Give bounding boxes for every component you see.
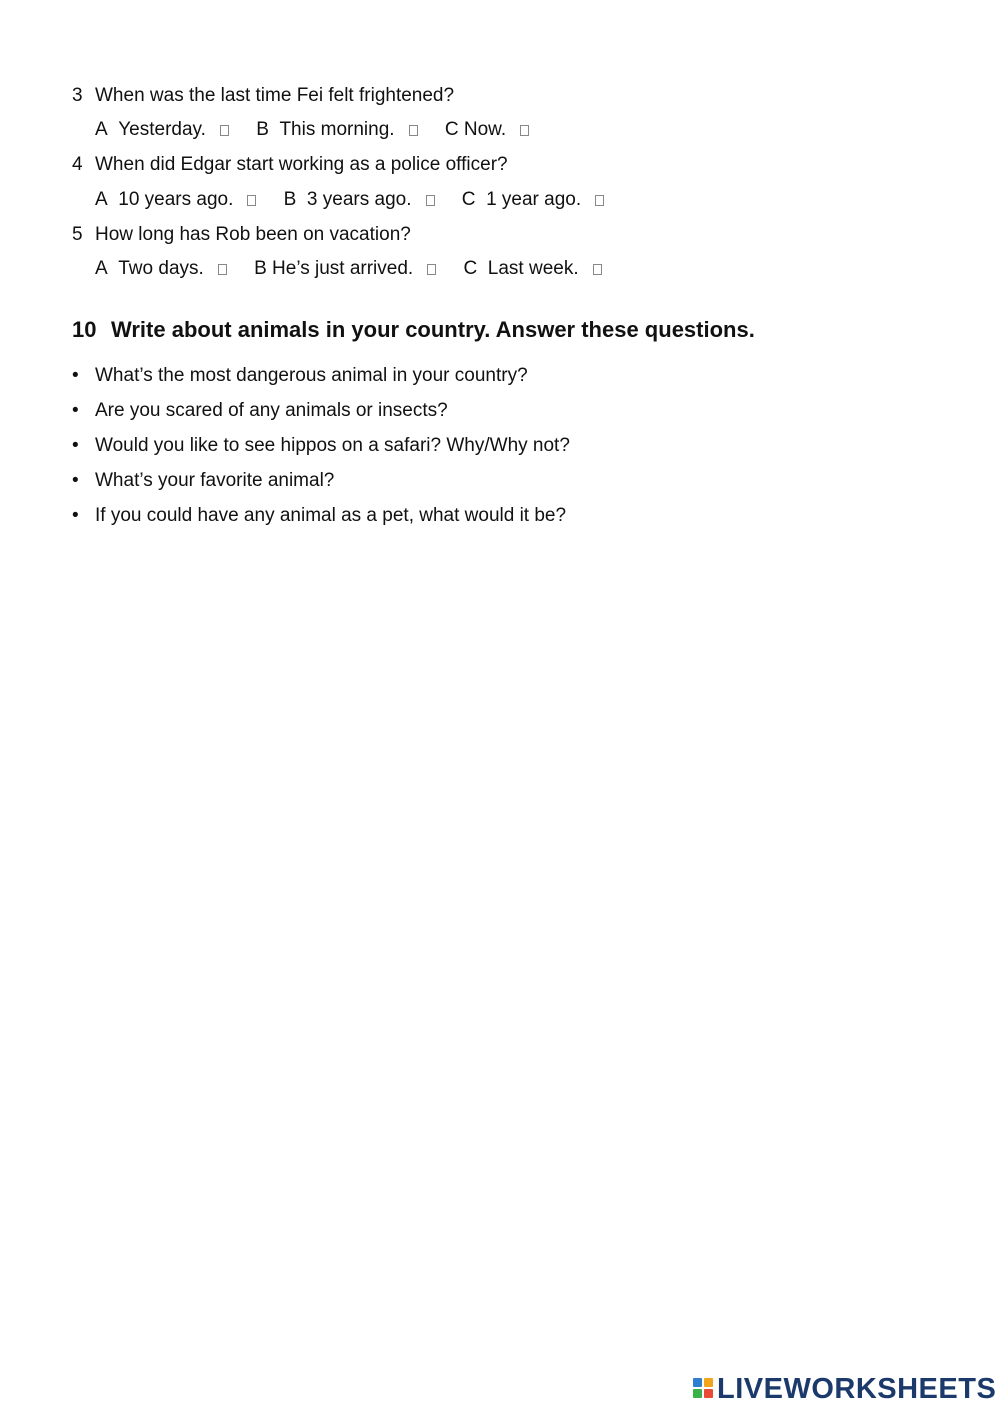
list-item — [72, 469, 334, 493]
option-text: This morning. — [279, 119, 395, 140]
option-b-checkbox[interactable] — [409, 125, 418, 136]
question-text: When did Edgar start working as a police officer? — [95, 154, 508, 175]
option-b — [284, 188, 412, 212]
section-title: Write about animals in your country. Answer these questions. — [111, 317, 755, 342]
logo-blocks-icon — [693, 1378, 715, 1400]
question-5-options — [95, 257, 602, 281]
list-item — [72, 399, 448, 423]
option-b-checkbox[interactable] — [426, 195, 435, 206]
list-item-text: If you could have any animal as a pet, what would it be? — [95, 505, 567, 526]
option-c — [445, 118, 506, 142]
question-4 — [72, 153, 508, 177]
question-text: How long has Rob been on vacation? — [95, 224, 411, 245]
option-text: He’s just arrived. — [272, 258, 414, 279]
option-letter: C — [463, 258, 478, 279]
option-letter: A — [95, 119, 108, 140]
option-a — [95, 188, 233, 212]
option-b — [256, 118, 394, 142]
option-text: Yesterday. — [118, 119, 206, 140]
option-text: Now. — [463, 119, 507, 140]
option-letter: A — [95, 258, 108, 279]
section-number: 10 — [72, 317, 97, 342]
option-c-checkbox[interactable] — [595, 195, 604, 206]
bullet-icon: • — [72, 400, 79, 421]
option-text: Last week. — [487, 258, 579, 279]
list-item-text: Would you like to see hippos on a safari? Why/Why not? — [95, 435, 570, 456]
list-item-text: Are you scared of any animals or insects? — [95, 400, 448, 421]
option-a-checkbox[interactable] — [218, 264, 227, 275]
list-item — [72, 364, 528, 388]
list-item — [72, 504, 566, 528]
option-letter: B — [256, 119, 269, 140]
question-text: When was the last time Fei felt frightened? — [95, 85, 455, 106]
bullet-icon: • — [72, 470, 79, 491]
option-letter: C — [444, 119, 459, 140]
question-number: 5 — [72, 224, 83, 245]
option-letter: B — [254, 258, 267, 279]
option-c-checkbox[interactable] — [593, 264, 602, 275]
list-item-text: What’s the most dangerous animal in your country? — [95, 365, 528, 386]
list-item — [72, 434, 570, 458]
option-a — [95, 118, 206, 142]
list-item-text: What’s your favorite animal? — [95, 470, 335, 491]
option-text: Two days. — [118, 258, 204, 279]
option-text: 10 years ago. — [118, 189, 234, 210]
bullet-icon: • — [72, 365, 79, 386]
question-number: 4 — [72, 154, 83, 175]
option-c — [462, 188, 581, 212]
option-letter: B — [283, 189, 297, 210]
option-a-checkbox[interactable] — [247, 195, 256, 206]
option-c — [463, 257, 578, 281]
option-a-checkbox[interactable] — [220, 125, 229, 136]
question-3-options — [95, 118, 529, 142]
question-number: 3 — [72, 85, 83, 106]
question-3 — [72, 84, 454, 108]
option-text: 1 year ago. — [486, 189, 582, 210]
liveworksheets-logo — [693, 1374, 996, 1404]
option-text: 3 years ago. — [306, 189, 412, 210]
option-letter: C — [461, 189, 476, 210]
option-b-checkbox[interactable] — [427, 264, 436, 275]
logo-text: LIVEWORKSHEETS — [717, 1373, 997, 1405]
option-c-checkbox[interactable] — [520, 125, 529, 136]
bullet-icon: • — [72, 435, 79, 456]
question-5 — [72, 223, 411, 247]
option-letter: A — [95, 189, 108, 210]
question-4-options — [95, 188, 604, 212]
section-heading — [72, 316, 755, 344]
option-b — [254, 257, 413, 281]
bullet-icon: • — [72, 505, 79, 526]
option-a — [95, 257, 204, 281]
